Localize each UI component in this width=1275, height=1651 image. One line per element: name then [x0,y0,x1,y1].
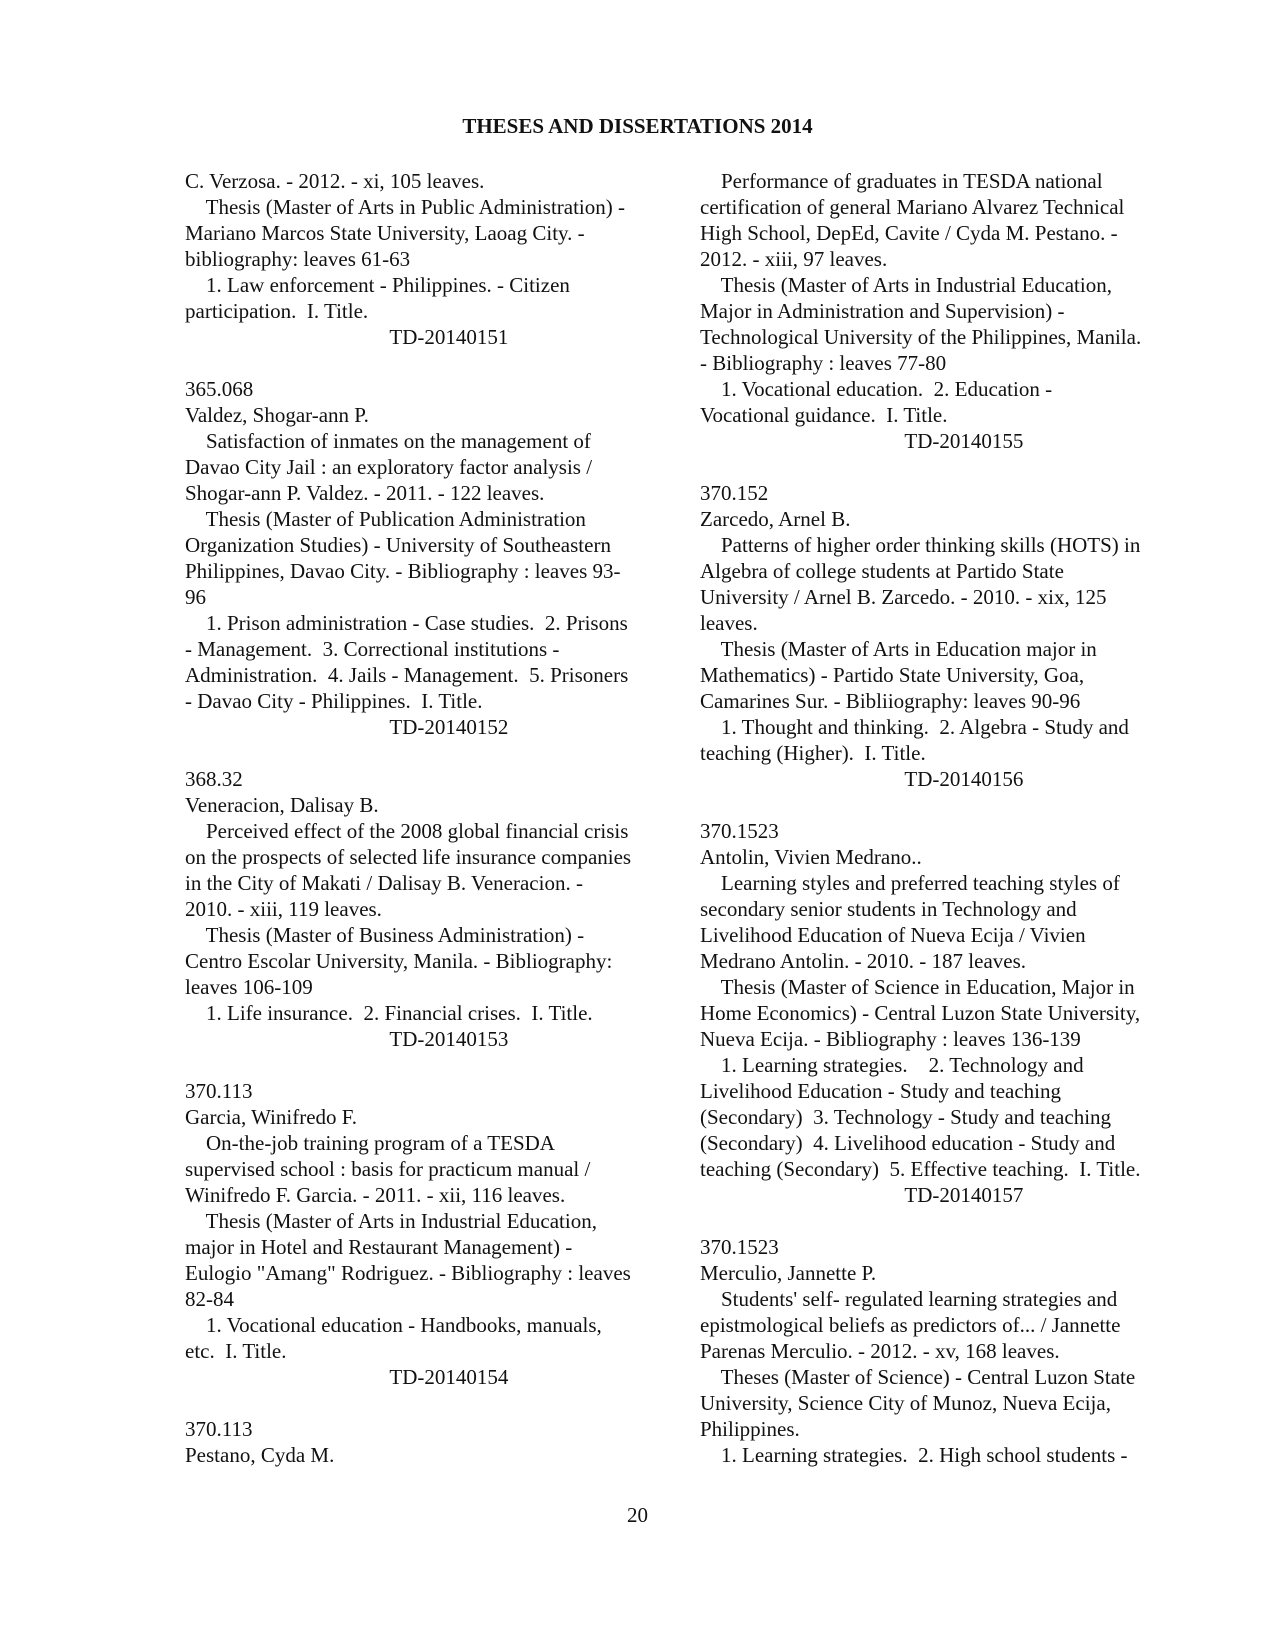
catalog-line: Algebra of college students at Partido State [700,559,1064,583]
catalog-line: Learning styles and preferred teaching styles of [700,871,1120,895]
catalog-line: Medrano Antolin. - 2010. - 187 leaves. [700,949,1027,973]
catalog-line: teaching (Higher). I. Title. [700,741,926,765]
catalog-line: Mariano Marcos State University, Laoag City. - [185,221,585,245]
catalog-line: Zarcedo, Arnel B. [700,507,851,531]
catalog-line: Vocational guidance. I. Title. [700,403,948,427]
catalog-line: 370.1523 [700,1235,779,1259]
catalog-line: 82-84 [185,1287,234,1311]
catalog-line [185,1390,665,1416]
catalog-line: major in Hotel and Restaurant Management) - [185,1235,573,1259]
catalog-line: 1. Learning strategies. 2. Technology and [700,1053,1084,1077]
catalog-line: 368.32 [185,767,243,791]
catalog-line: University, Science City of Munoz, Nueva Ecija, [700,1391,1111,1415]
catalog-line: High School, DepEd, Cavite / Cyda M. Pestano. - [700,221,1118,245]
right-column [700,168,1180,1468]
catalog-line: 1. Life insurance. 2. Financial crises. I. Title. [185,1001,593,1025]
catalog-line: 370.1523 [700,819,779,843]
catalog-line: leaves. [700,611,758,635]
catalog-line: Philippines, Davao City. - Bibliography : leaves 93- [185,559,621,583]
catalog-line: Antolin, Vivien Medrano.. [700,845,922,869]
catalog-line: TD-20140157 [700,1183,1024,1207]
catalog-line: Nueva Ecija. - Bibliography : leaves 136-139 [700,1027,1081,1051]
catalog-line: - Bibliography : leaves 77-80 [700,351,947,375]
catalog-line: participation. I. Title. [185,299,369,323]
catalog-line: TD-20140153 [185,1027,509,1051]
catalog-line: Home Economics) - Central Luzon State University, [700,1001,1141,1025]
catalog-line: Thesis (Master of Arts in Industrial Education, [185,1209,597,1233]
catalog-line: Merculio, Jannette P. [700,1261,877,1285]
catalog-line: Centro Escolar University, Manila. - Bibliography: [185,949,613,973]
catalog-line: 370.113 [185,1079,253,1103]
catalog-line: Veneracion, Dalisay B. [185,793,379,817]
catalog-line: (Secondary) 4. Livelihood education - Study and [700,1131,1116,1155]
catalog-line: 1. Thought and thinking. 2. Algebra - Study and [700,715,1129,739]
catalog-line: Winifredo F. Garcia. - 2011. - xii, 116 leaves. [185,1183,566,1207]
catalog-line: Organization Studies) - University of Southeastern [185,533,611,557]
catalog-line: Satisfaction of inmates on the management of [185,429,591,453]
catalog-line [700,1208,1180,1234]
catalog-line: TD-20140154 [185,1365,509,1389]
catalog-line: certification of general Mariano Alvarez Technical [700,195,1125,219]
catalog-line: Philippines. [700,1417,800,1441]
catalog-line: Students' self- regulated learning strategies and [700,1287,1118,1311]
catalog-line: 370.113 [185,1417,253,1441]
catalog-line: TD-20140156 [700,767,1024,791]
catalog-line: bibliography: leaves 61-63 [185,247,411,271]
catalog-line: supervised school : basis for practicum manual / [185,1157,591,1181]
catalog-line: - Davao City - Philippines. I. Title. [185,689,483,713]
catalog-line [185,1052,665,1078]
catalog-line: 2010. - xiii, 119 leaves. [185,897,382,921]
catalog-line: 1. Vocational education. 2. Education - [700,377,1053,401]
catalog-line: University / Arnel B. Zarcedo. - 2010. - xix, 125 [700,585,1107,609]
catalog-line: secondary senior students in Technology and [700,897,1077,921]
catalog-line: 2012. - xiii, 97 leaves. [700,247,888,271]
catalog-line: Thesis (Master of Science in Education, Major in [700,975,1135,999]
catalog-line: Thesis (Master of Arts in Education major in [700,637,1097,661]
catalog-line: Parenas Merculio. - 2012. - xv, 168 leaves. [700,1339,1060,1363]
catalog-line: Mathematics) - Partido State University, Goa, [700,663,1085,687]
catalog-line: Administration. 4. Jails - Management. 5. Prisoners [185,663,629,687]
catalog-line: Livelihood Education of Nueva Ecija / Vivien [700,923,1086,947]
catalog-line: TD-20140152 [185,715,509,739]
catalog-line: Thesis (Master of Publication Administration [185,507,586,531]
catalog-line: Theses (Master of Science) - Central Luzon State [700,1365,1136,1389]
catalog-line: Valdez, Shogar-ann P. [185,403,369,427]
catalog-line: Thesis (Master of Business Administration) - [185,923,585,947]
catalog-line: Livelihood Education - Study and teaching [700,1079,1061,1103]
catalog-line: Eulogio "Amang" Rodriguez. - Bibliography : leaves [185,1261,631,1285]
catalog-line: leaves 106-109 [185,975,313,999]
catalog-line: etc. I. Title. [185,1339,287,1363]
catalog-line: 1. Vocational education - Handbooks, manuals, [185,1313,602,1337]
catalog-line: TD-20140155 [700,429,1024,453]
catalog-line: 96 [185,585,206,609]
catalog-line: Davao City Jail : an exploratory factor analysis / [185,455,593,479]
catalog-line: Camarines Sur. - Bibliiography: leaves 90-96 [700,689,1081,713]
catalog-line: Patterns of higher order thinking skills (HOTS) in [700,533,1141,557]
catalog-line: - Management. 3. Correctional institutions - [185,637,560,661]
catalog-line: on the prospects of selected life insurance companies [185,845,632,869]
catalog-line: Thesis (Master of Arts in Public Administration) - [185,195,625,219]
catalog-line [185,350,665,376]
catalog-line [700,454,1180,480]
catalog-line [700,792,1180,818]
catalog-line: (Secondary) 3. Technology - Study and teaching [700,1105,1112,1129]
catalog-line: TD-20140151 [185,325,509,349]
page-title: THESES AND DISSERTATIONS 2014 [462,114,813,138]
catalog-line: epistmological beliefs as predictors of... / Jannette [700,1313,1121,1337]
catalog-line: Shogar-ann P. Valdez. - 2011. - 122 leaves. [185,481,545,505]
page-number: 20 [627,1503,648,1527]
catalog-line: 365.068 [185,377,254,401]
catalog-line: On-the-job training program of a TESDA [185,1131,555,1155]
catalog-line: Pestano, Cyda M. [185,1443,335,1467]
catalog-line: teaching (Secondary) 5. Effective teaching. I. Title. [700,1157,1141,1181]
left-column [185,168,665,1468]
catalog-line: Performance of graduates in TESDA national [700,169,1103,193]
catalog-line: 1. Learning strategies. 2. High school students - [700,1443,1128,1467]
catalog-line [185,740,665,766]
catalog-line: Technological University of the Philippines, Manila. [700,325,1142,349]
catalog-line: Major in Administration and Supervision) - [700,299,1065,323]
catalog-line: in the City of Makati / Dalisay B. Veneracion. - [185,871,583,895]
catalog-line: 1. Law enforcement - Philippines. - Citizen [185,273,570,297]
catalog-line: 1. Prison administration - Case studies. 2. Prisons [185,611,628,635]
catalog-line: C. Verzosa. - 2012. - xi, 105 leaves. [185,169,485,193]
catalog-line: Perceived effect of the 2008 global financial crisis [185,819,629,843]
catalog-line: Garcia, Winifredo F. [185,1105,358,1129]
catalog-line: Thesis (Master of Arts in Industrial Education, [700,273,1112,297]
catalog-line: 370.152 [700,481,769,505]
